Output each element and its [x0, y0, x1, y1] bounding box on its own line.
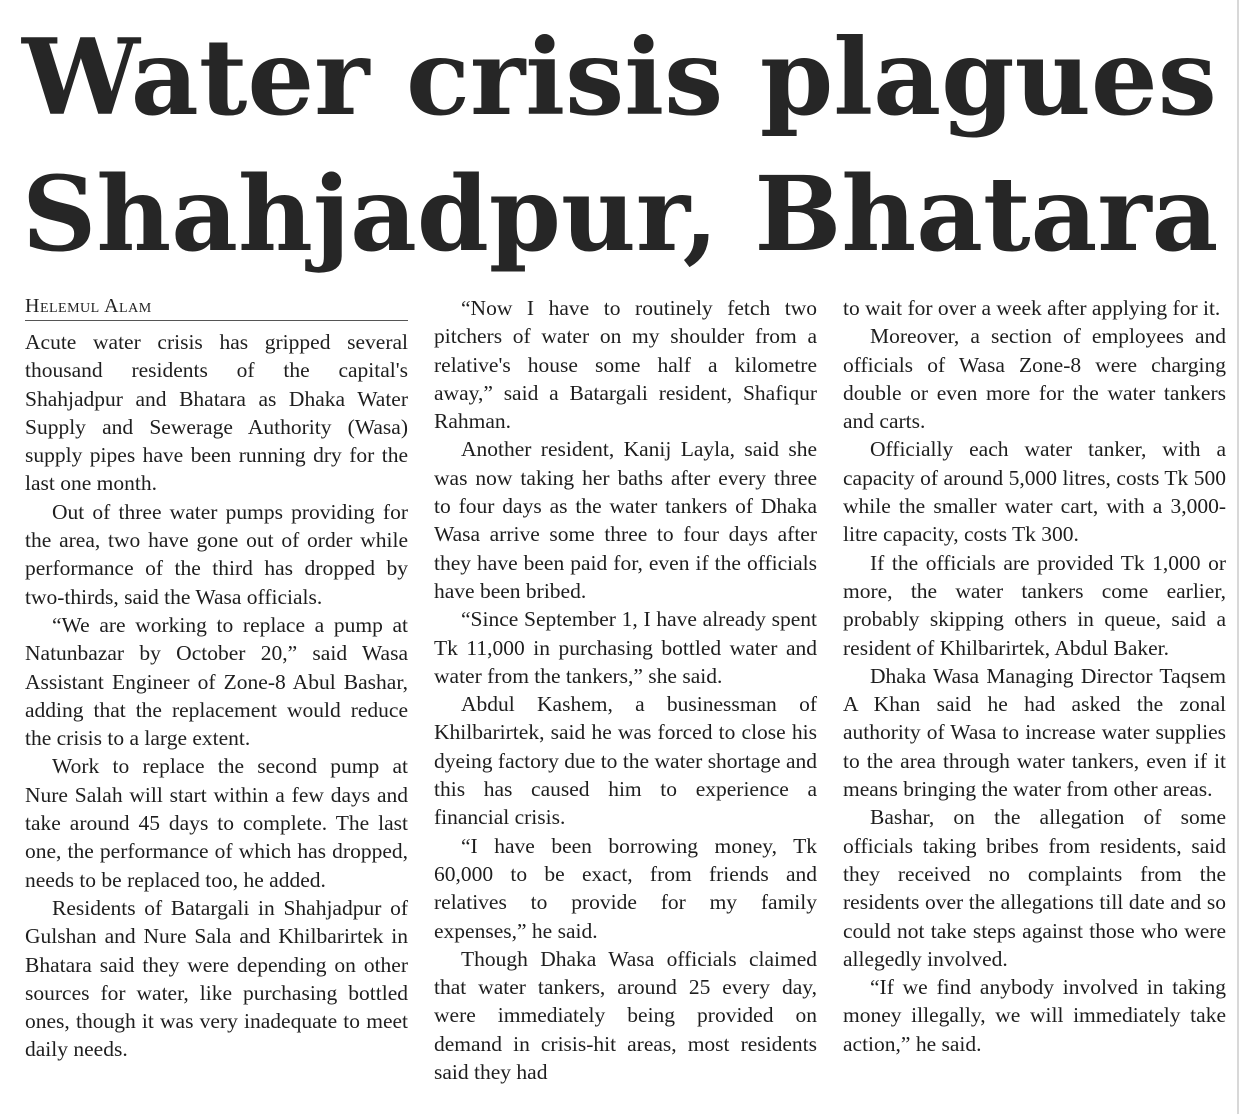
paragraph: Bashar, on the allegation of some officials taking bribes from residents, said they received no complaints from the residents over the allegations till date and so could not take steps against those who were allegedly involved. [843, 805, 1226, 971]
paragraph: Another resident, Kanij Layla, said she was now taking her baths after every three to four days as the water tankers of Dhaka Wasa arrive some three to four days after they have been paid for, even if the officials have been bribed. [434, 437, 817, 603]
paragraph: “We are working to replace a pump at Natunbazar by October 20,” said Wasa Assistant Engineer of Zone-8 Abul Bashar, adding that the replacement would reduce the crisis to a large extent. [25, 612, 408, 751]
article-column-3 [843, 294, 1226, 1058]
article-column-2 [434, 294, 817, 1086]
paragraph: Officially each water tanker, with a capacity of around 5,000 litres, costs Tk 500 while the smaller water cart, with a 3,000-litre capacity, costs Tk 300. [843, 437, 1226, 547]
paragraph-continued: to wait for over a week after applying for it. [843, 296, 1221, 320]
byline: Helemul Alam [25, 291, 408, 321]
paragraph: Dhaka Wasa Managing Director Taqsem A Khan said he had asked the zonal authority of Wasa to increase water supplies to the area through water tankers, even if it means bringing the water from other areas. [843, 663, 1226, 802]
paragraph: Work to replace the second pump at Nure Salah will start within a few days and take around 45 days to complete. The last one, the performance of which has dropped, needs to be replaced too, he added. [25, 754, 408, 892]
headline-line-1: Water crisis plagues [22, 15, 1217, 139]
paragraph: Residents of Batargali in Shahjadpur of Gulshan and Nure Sala and Khilbarirtek in Bhatara said they were depending on other sources for water, like purchasing bottled ones, though it was very inadequate to meet daily needs. [25, 895, 408, 1062]
paragraph: Abdul Kashem, a businessman of Khilbarirtek, said he was forced to close his dyeing factory due to the water shortage and this has caused him to experience a financial crisis. [434, 692, 817, 830]
headline-line-2: Shahjadpur, Bhatara [22, 154, 1219, 275]
paragraph: Though Dhaka Wasa officials claimed that water tankers, around 25 every day, were immediately being provided on demand in crisis-hit areas, most residents said they had [434, 946, 817, 1085]
paragraph: Moreover, a section of employees and officials of Wasa Zone-8 were charging double or even more for the water tankers and carts. [843, 324, 1226, 434]
paragraph: “Since September 1, I have already spent Tk 11,000 in purchasing bottled water and water from the tankers,” she said. [434, 607, 817, 688]
paragraph: If the officials are provided Tk 1,000 or more, the water tankers come earlier, probably skipping others in queue, said a resident of Khilbarirtek, Abdul Baker. [843, 550, 1226, 660]
headline [22, 8, 1222, 284]
paragraph: “If we find anybody involved in taking money illegally, we will immediately take action,” he said. [843, 975, 1226, 1056]
article-column-1 [25, 291, 408, 1064]
paragraph: Out of three water pumps providing for the area, two have gone out of order while performance of the third has dropped by two-thirds, said the Wasa officials. [25, 499, 408, 609]
paragraph: Acute water crisis has gripped several thousand residents of the capital's Shahjadpur and Bhatara as Dhaka Water Supply and Sewerage Authority (Wasa) supply pipes have been running dry for the last one month. [25, 330, 408, 496]
paragraph: “I have been borrowing money, Tk 60,000 to be exact, from friends and relatives to provide for my family expenses,” he said. [434, 833, 817, 943]
paragraph: “Now I have to routinely fetch two pitchers of water on my shoulder from a relative's house some half a kilometre away,” said a Batargali resident, Shafiqur Rahman. [434, 296, 817, 434]
